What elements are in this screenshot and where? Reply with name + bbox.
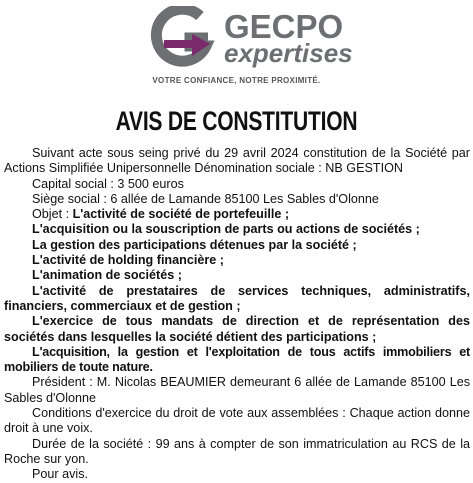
brand-name: GECPO (224, 8, 344, 45)
header (0, 0, 473, 100)
page-title: AVIS DE CONSTITUTION (115, 106, 358, 136)
paragraph-duree: Durée de la société : 99 ans à compter de son immatriculation au RCS de la Roche sur yon. (4, 436, 470, 466)
paragraph-acquisition: L'acquisition ou la souscription de parts ou actions de sociétés ; (32, 222, 420, 237)
brand (224, 10, 353, 66)
paragraph-mandats: L'exercice de tous mandats de direction et de représentation des sociétés dans lesquelles la société détient des participations ; (4, 314, 470, 344)
objet-text: L'activité de société de portefeuille ; (72, 207, 290, 222)
paragraph-gestion: La gestion des participations détenues par la société ; (32, 237, 357, 252)
gecpo-logo-icon (150, 6, 216, 70)
paragraph-capital: Capital social : 3 500 euros (32, 176, 184, 191)
objet-label: Objet : (32, 207, 73, 222)
tagline: VOTRE CONFIANCE, NOTRE PROXIMITÉ. (152, 76, 321, 85)
paragraph-animation: L'animation de sociétés ; (32, 268, 182, 283)
paragraph-siege: Siège social : 6 allée de Lamande 85100 Les Sables d'Olonne (32, 191, 379, 206)
brand-sub: expertises (224, 38, 353, 68)
paragraph-actifs: L'acquisition, la gestion et l'exploitation de tous actifs immobiliers et mobiliers de toute nature. (4, 344, 470, 375)
paragraph-prestataires: L'activité de prestataires de services techniques, administratifs, financiers, commerciaux et de gestion ; (4, 283, 470, 313)
paragraph-president: Président : M. Nicolas BEAUMIER demeurant 6 allée de Lamande 85100 Les Sables d'Olonne (4, 375, 470, 405)
notice-body (4, 146, 470, 483)
paragraph-deed: Suivant acte sous seing privé du 29 avril 2024 constitution de la Société par Actions Simplifiée Unipersonnelle Dénomination sociale : NB GESTION (4, 146, 470, 176)
paragraph-objet (4, 207, 470, 222)
paragraph-vote: Conditions d'exercice du droit de vote aux assemblées : Chaque action donne droit à une voix. (4, 406, 470, 436)
paragraph-pour-avis: Pour avis. (32, 467, 88, 482)
paragraph-holding: L'activité de holding financière ; (32, 253, 224, 268)
